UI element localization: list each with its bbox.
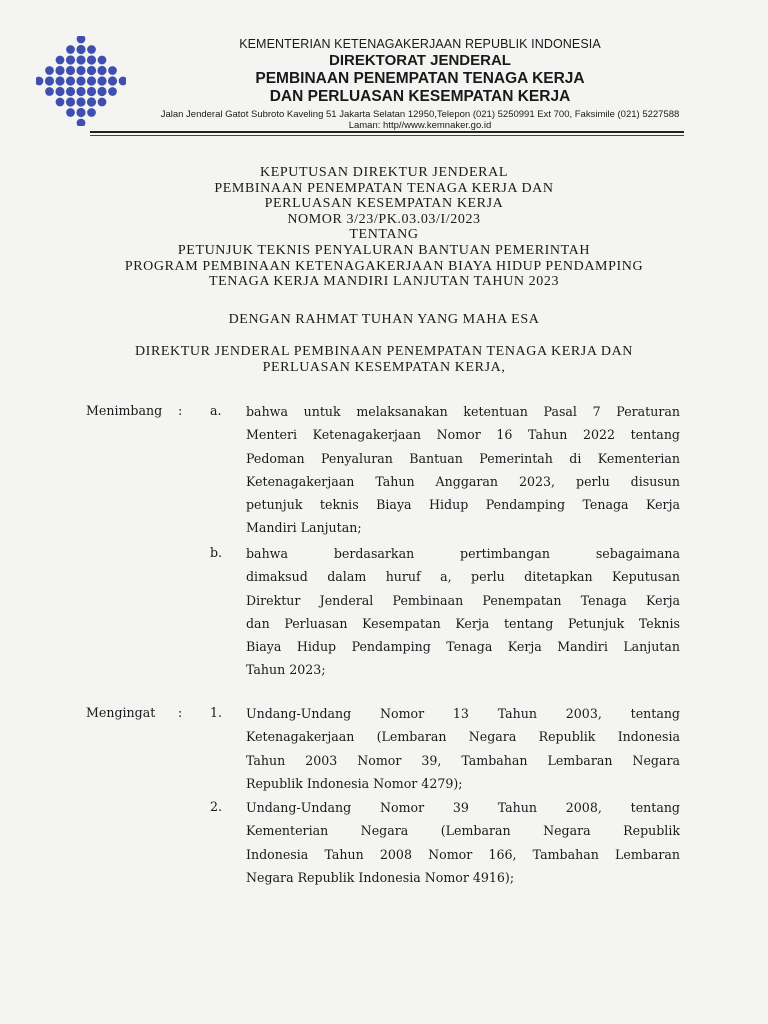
office-website: Laman: http//www.kemnaker.go.id — [348, 120, 492, 131]
subject-line: PROGRAM PEMBINAAN KETENAGAKERJAAN BIAYA HIDUP PENDAMPING — [124, 258, 644, 274]
clause-line: bahwa untuk melaksanakan ketentuan Pasal 7 Peraturan — [246, 404, 680, 419]
logo-dot — [36, 77, 43, 86]
clause-text — [246, 702, 680, 795]
letterhead-rule-thick — [90, 131, 684, 133]
clause-line: Indonesia Tahun 2008 Nomor 166, Tambahan Lembaran — [246, 846, 680, 862]
logo-dot — [98, 56, 107, 65]
item-marker: 2. — [210, 799, 223, 814]
section-label: Mengingat — [86, 705, 156, 720]
logo-dot — [55, 87, 64, 96]
title-line: PEMBINAAN PENEMPATAN TENAGA KERJA DAN — [214, 180, 554, 196]
decree-title — [40, 165, 728, 290]
clause-line: Ketenagakerjaan (Lembaran Negara Republik Indonesia — [246, 729, 680, 745]
unit-name-line1: PEMBINAAN PENEMPATAN TENAGA KERJA — [255, 70, 585, 87]
clause-line: Biaya Hidup Pendamping Tenaga Kerja Mandiri Lanjutan — [246, 639, 680, 655]
logo-dot — [55, 66, 64, 75]
clause-line: Pedoman Penyaluran Bantuan Pemerintah di Kementerian — [246, 450, 680, 466]
logo-dot — [76, 66, 85, 75]
logo-dot — [108, 76, 117, 85]
clause-line: Ketenagakerjaan Tahun Anggaran 2023, perlu disusun — [246, 473, 680, 489]
clause-line: bahwa berdasarkan pertimbangan sebagaimana — [246, 546, 680, 561]
title-line: KEPUTUSAN DIREKTUR JENDERAL — [260, 165, 508, 180]
logo-dot — [87, 66, 96, 75]
clause-text — [246, 400, 680, 540]
invocation: DENGAN RAHMAT TUHAN YANG MAHA ESA — [228, 312, 540, 327]
subject-line: TENAGA KERJA MANDIRI LANJUTAN TAHUN 2023 — [208, 274, 560, 290]
clause-text — [246, 542, 680, 682]
logo-dot — [77, 36, 86, 43]
subject-line: PETUNJUK TEKNIS PENYALURAN BANTUAN PEMERINTAH — [177, 242, 591, 258]
clause-line: Direktur Jenderal Pembinaan Penempatan Tenaga Kerja — [246, 592, 680, 608]
section-colon: : — [178, 705, 183, 720]
logo-dot — [108, 66, 117, 75]
letterhead — [150, 36, 690, 131]
title-line: PERLUASAN KESEMPATAN KERJA — [264, 196, 504, 212]
logo-dot — [45, 76, 54, 85]
logo-dot — [66, 108, 75, 117]
logo-dot — [66, 55, 75, 64]
logo-dot — [76, 76, 85, 85]
issuing-official — [40, 344, 728, 376]
clause-line: dan Perluasan Kesempatan Kerja tentang Petunjuk Teknis — [246, 615, 680, 631]
logo-dot — [66, 66, 75, 75]
letterhead-rule-thin — [90, 135, 684, 136]
decree-number: NOMOR 3/23/PK.03.03/I/2023 — [287, 211, 481, 227]
logo-dot — [98, 98, 107, 107]
logo-dot — [56, 56, 65, 65]
ministry-name: KEMENTERIAN KETENAGAKERJAAN REPUBLIK INDONESIA — [239, 37, 601, 51]
logo-dot — [87, 45, 96, 54]
item-marker: b. — [210, 545, 223, 560]
directorate-name: DIREKTORAT JENDERAL — [329, 52, 511, 69]
logo-dot — [87, 55, 96, 64]
logo-dot — [76, 108, 85, 117]
logo-dot — [56, 98, 65, 107]
unit-name-line2: DAN PERLUASAN KESEMPATAN KERJA — [269, 88, 571, 105]
clause-line: Negara Republik Indonesia Nomor 4916); — [246, 869, 515, 885]
section-label: Menimbang — [86, 403, 163, 418]
clause-line: Tahun 2023; — [246, 662, 326, 678]
clause-line: Undang-Undang Nomor 39 Tahun 2008, tentang — [246, 800, 680, 815]
clause-line: Menteri Ketenagakerjaan Nomor 16 Tahun 2022 tentang — [246, 427, 680, 443]
logo-dot — [87, 87, 96, 96]
logo-dot — [45, 66, 54, 75]
logo-dot — [66, 45, 75, 54]
item-marker: 1. — [210, 705, 223, 720]
logo-dot — [55, 76, 64, 85]
clause-text — [246, 796, 680, 889]
logo-dot — [87, 76, 96, 85]
logo-dot — [97, 66, 106, 75]
logo-dot — [87, 108, 96, 117]
logo-dot — [119, 77, 126, 86]
office-address: Jalan Jenderal Gatot Subroto Kaveling 51 Jakarta Selatan 12950,Telepon (021) 5250991 Ext 700, Faksimile (021) 5227588 — [160, 109, 680, 120]
logo-dot — [108, 87, 117, 96]
logo-dot — [76, 87, 85, 96]
official-line: PERLUASAN KESEMPATAN KERJA, — [262, 360, 506, 375]
kemnaker-logo — [36, 36, 126, 126]
logo-dot — [77, 119, 86, 126]
logo-dot — [76, 45, 85, 54]
logo-dot — [97, 87, 106, 96]
clause-line: Kementerian Negara (Lembaran Negara Republik — [246, 823, 680, 839]
clause-line: Undang-Undang Nomor 13 Tahun 2003, tentang — [246, 706, 680, 721]
clause-line: dimaksud dalam huruf a, perlu ditetapkan Keputusan — [246, 569, 680, 585]
item-marker: a. — [210, 403, 222, 418]
logo-dot — [45, 87, 54, 96]
clause-line: Mandiri Lanjutan; — [246, 520, 362, 536]
logo-dot — [66, 87, 75, 96]
official-line: DIREKTUR JENDERAL PEMBINAAN PENEMPATAN TENAGA KERJA DAN — [134, 344, 634, 359]
logo-dot — [66, 76, 75, 85]
logo-dot — [76, 55, 85, 64]
clause-line: Tahun 2003 Nomor 39, Tambahan Lembaran Negara — [246, 752, 680, 768]
logo-dot — [87, 97, 96, 106]
logo-dot — [97, 76, 106, 85]
clause-line: Republik Indonesia Nomor 4279); — [246, 775, 463, 791]
logo-dot — [66, 97, 75, 106]
clause-line: petunjuk teknis Biaya Hidup Pendamping Tenaga Kerja — [246, 497, 680, 513]
title-line: TENTANG — [349, 227, 419, 243]
section-colon: : — [178, 403, 183, 418]
logo-dot — [76, 97, 85, 106]
